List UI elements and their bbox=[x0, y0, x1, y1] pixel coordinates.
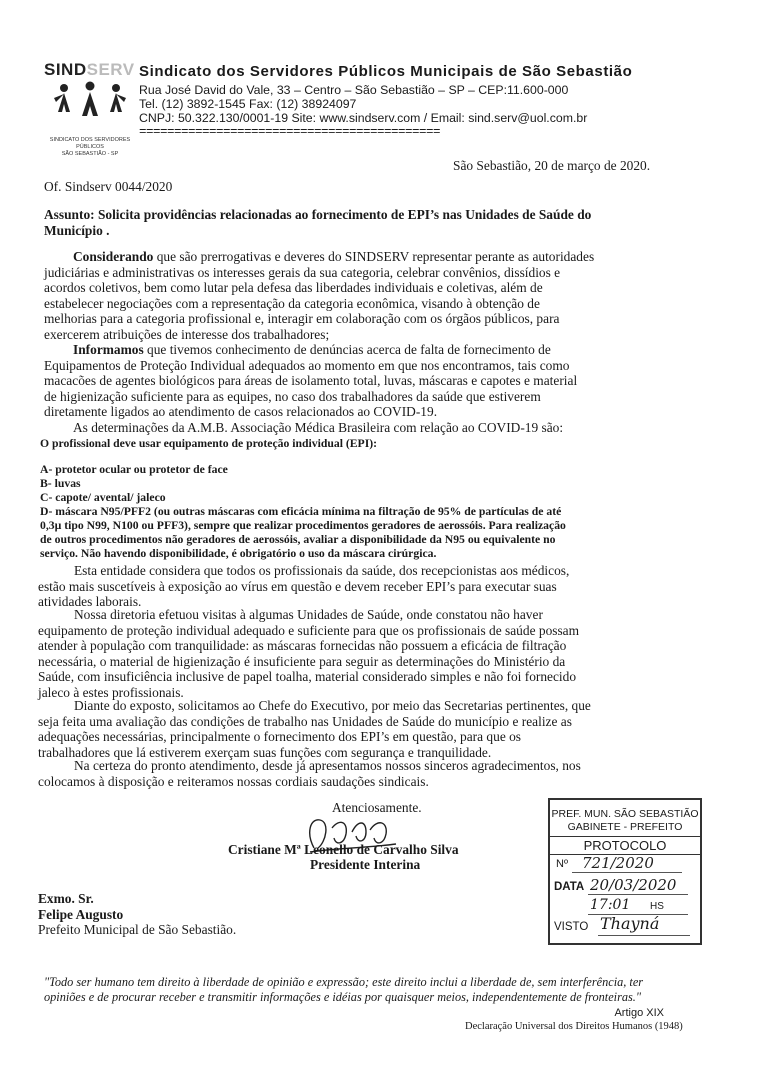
footer-quote: "Todo ser humano tem direito à liberdade de opinião e expressão; este direito inclui a liberdade de, sem interferência, ter opiniões e de procurar receber e transmitir informações e idéias por quaisquer meios, independentemente de fronteiras." bbox=[44, 975, 644, 1004]
org-phones: Tel. (12) 3892-1545 Fax: (12) 38924097 bbox=[139, 97, 357, 111]
subject-line: Assunto: Solicita providências relacionadas ao fornecimento de EPI’s nas Unidades de Saúde do bbox=[44, 207, 592, 222]
org-address: Rua José David do Vale, 33 – Centro – São Sebastião – SP – CEP:11.600-000 bbox=[139, 83, 569, 97]
stamp-date-label: DATA bbox=[554, 881, 585, 893]
paragraph-certeza: Na certeza do pronto atendimento, desde já apresentamos nossos sinceros agradecimentos, nos colocamos à disposição e reiteramos nossas cordiais saudações sindicais. bbox=[38, 758, 581, 789]
logo-subtitle: SINDICATO DOS SERVIDORES PÚBLICOS bbox=[49, 137, 131, 150]
stamp-visto-signature: Thayná bbox=[600, 914, 660, 933]
closing: Atenciosamente. bbox=[332, 800, 422, 815]
date-line: São Sebastião, 20 de março de 2020. bbox=[453, 158, 651, 173]
logo-wordmark: SINDSERV bbox=[44, 60, 135, 79]
recipient-salutation: Exmo. Sr. bbox=[38, 891, 94, 906]
list-item: D- máscara N95/PFF2 (ou outras máscaras com eficácia mínima na filtração de 95% de partículas de até bbox=[40, 505, 562, 518]
signer-name: Cristiane Mª Leonello de Carvalho Silva bbox=[228, 842, 459, 857]
recipient-role: Prefeito Municipal de São Sebastião. bbox=[38, 922, 237, 937]
epi-heading: O profissional deve usar equipamento de proteção individual (EPI): bbox=[40, 437, 378, 450]
stamp-title: PROTOCOLO bbox=[583, 838, 667, 853]
subject-line: Município . bbox=[44, 222, 110, 238]
paragraph-diretoria: Nossa diretoria efetuou visitas à algumas Unidades de Saúde, onde constatou não haver equipamento de proteção individual adequado e suficiente para que os profissionais de saúde possam atender à população com tranquilidade: as máscaras fornecidas não possuem a eficácia de filtração necessária, o material de higienização é insuficiente para seguir as determinações do Ministério da Saúde, com insuficiência inclusive de papel toalha, material considerado simples e não foi fornecido jaleco à estes profissionais. bbox=[38, 607, 580, 700]
epi-list bbox=[40, 463, 682, 561]
quote-article: Artigo XIX bbox=[614, 1007, 664, 1019]
stamp-time-suffix: HS bbox=[650, 901, 664, 912]
list-item: C- capote/ avental/ jaleco bbox=[40, 491, 166, 504]
protocol-stamp bbox=[548, 798, 702, 945]
list-item: A- protetor ocular ou protetor de face bbox=[40, 463, 228, 476]
org-name: Sindicato dos Servidores Públicos Municipais de São Sebastião bbox=[139, 63, 633, 80]
stamp-number-label: Nº bbox=[556, 858, 568, 870]
stamp-date-value: 20/03/2020 bbox=[590, 876, 677, 894]
org-cnpj-contact: CNPJ: 50.322.130/0001-19 Site: www.sindserv.com / Email: sind.serv@uol.com.br bbox=[139, 111, 588, 125]
signer-role: Presidente Interina bbox=[310, 857, 421, 872]
list-item: B- luvas bbox=[40, 477, 81, 490]
stamp-department: GABINETE - PREFEITO bbox=[567, 821, 683, 833]
list-item: serviço. Não havendo disponibilidade, é obrigatório o uso da máscara cirúrgica. bbox=[40, 547, 437, 560]
paragraph-amb: As determinações da A.M.B. Associação Médica Brasileira com relação ao COVID-19 são: bbox=[73, 420, 564, 435]
stamp-visto-label: VISTO bbox=[554, 921, 589, 933]
paragraph-considerando: Considerando que são prerrogativas e deveres do SINDSERV representar perante as autoridades judiciárias e administrativas os interesses gerais da sua categoria, celebrar convênios, dissídios e acordos coletivos, bem como lutar pela defesa das liberdades individuais e coletivas, além de estabelecer negociações com a representação da categoria econômica, visando à obtenção de melhorias para a categoria profissional e, interagir em colaboração com os órgãos públicos, para exercerem atribuições de interesse dos trabalhadores; bbox=[44, 249, 595, 342]
logo-subtitle-city: SÃO SEBASTIÃO - SP bbox=[61, 151, 119, 157]
subject bbox=[44, 207, 684, 238]
quote-source: Declaração Universal dos Direitos Humanos (1948) bbox=[465, 1021, 683, 1032]
sindserv-logo bbox=[44, 60, 136, 164]
paragraph-entidade: Esta entidade considera que todos os profissionais da saúde, dos recepcionistas aos médicos, estão mais suscetíveis à exposição ao vírus em questão e devem receber EPI’s para executar suas atividades laborais. bbox=[38, 563, 570, 610]
office-reference: Of. Sindserv 0044/2020 bbox=[44, 179, 173, 194]
paragraph-diante: Diante do exposto, solicitamos ao Chefe do Executivo, por meio das Secretarias pertinentes, que seja feita uma avaliação das condições de trabalho nas Unidades de Saúde do município e realize as adequações necessárias, principalmente o fornecimento dos EPI’s em questão, para que os trabalhadores que lá estiverem exerçam suas funções com segurança e tranquilidade. bbox=[38, 698, 591, 760]
people-logo-icon bbox=[44, 80, 136, 132]
stamp-office: PREF. MUN. SÃO SEBASTIÃO bbox=[551, 808, 699, 820]
paragraph-informamos: Informamos que tivemos conhecimento de denúncias acerca de falta de fornecimento de Equipamentos de Proteção Individual adequados ao momento em que nos encontramos, tais como macacões de agentes biológicos para áreas de isolamento total, luvas, máscaras e capotes e material de higienização suficiente para as equipes, no caso dos trabalhadores da saúde que estiverem diretamente ligados ao atendimento de casos relacionados ao COVID-19. bbox=[44, 342, 578, 420]
list-item: de outros procedimentos não geradores de aerossóis, avaliar a disponibilidade da N95 ou equivalente no bbox=[40, 533, 556, 546]
recipient-name: Felipe Augusto bbox=[38, 907, 124, 922]
stamp-number-value: 721/2020 bbox=[582, 854, 654, 872]
stamp-time-value: 17:01 bbox=[590, 897, 631, 913]
header-rule: =========================================== bbox=[139, 125, 441, 139]
list-item: 0,3µ tipo N99, N100 ou PFF3), sempre que realizar procedimentos geradores de aerossóis. Para realização bbox=[40, 519, 566, 532]
